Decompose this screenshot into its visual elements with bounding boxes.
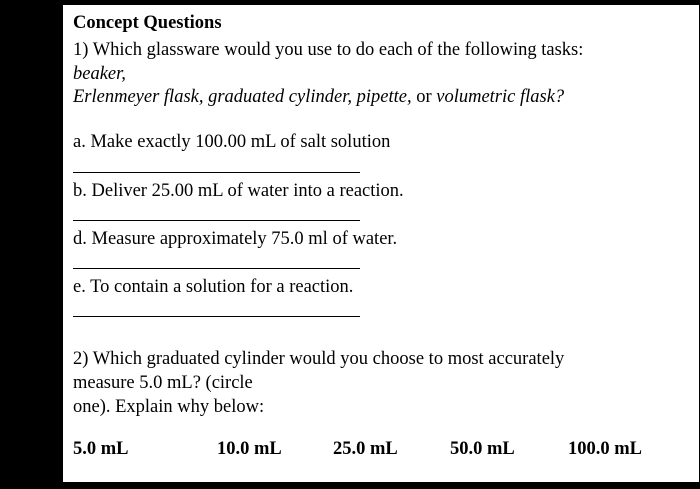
question-1-prompt-line-2: beaker, <box>73 64 126 84</box>
question-1-prompt-line-1: 1) Which glassware would you use to do each of the following tasks: <box>73 40 584 60</box>
question-2-prompt-line-3: one). Explain why below: <box>73 397 265 417</box>
answer-line-e[interactable] <box>73 316 360 317</box>
worksheet-page <box>63 5 699 482</box>
glassware-list: Erlenmeyer flask, graduated cylinder, pipette, <box>73 87 412 107</box>
task-a: a. Make exactly 100.00 mL of salt solution <box>73 132 391 152</box>
glassware-or: or <box>411 87 437 107</box>
option-10ml[interactable]: 10.0 mL <box>217 439 282 459</box>
answer-line-d[interactable] <box>73 268 360 269</box>
option-25ml[interactable]: 25.0 mL <box>333 439 398 459</box>
question-2-prompt-line-1: 2) Which graduated cylinder would you choose to most accurately <box>73 349 565 369</box>
question-1-prompt-line-3 <box>73 86 564 108</box>
option-5ml[interactable]: 5.0 mL <box>73 439 129 459</box>
task-b: b. Deliver 25.00 mL of water into a reaction. <box>73 181 404 201</box>
option-50ml[interactable]: 50.0 mL <box>450 439 515 459</box>
option-100ml[interactable]: 100.0 mL <box>568 439 642 459</box>
page-title: Concept Questions <box>73 13 222 33</box>
question-2-prompt-line-2: measure 5.0 mL? (circle <box>73 373 253 393</box>
glassware-last: volumetric flask? <box>436 87 565 107</box>
answer-line-b[interactable] <box>73 220 360 221</box>
task-d: d. Measure approximately 75.0 ml of water. <box>73 229 398 249</box>
answer-line-a[interactable] <box>73 172 360 173</box>
task-e: e. To contain a solution for a reaction. <box>73 277 354 297</box>
